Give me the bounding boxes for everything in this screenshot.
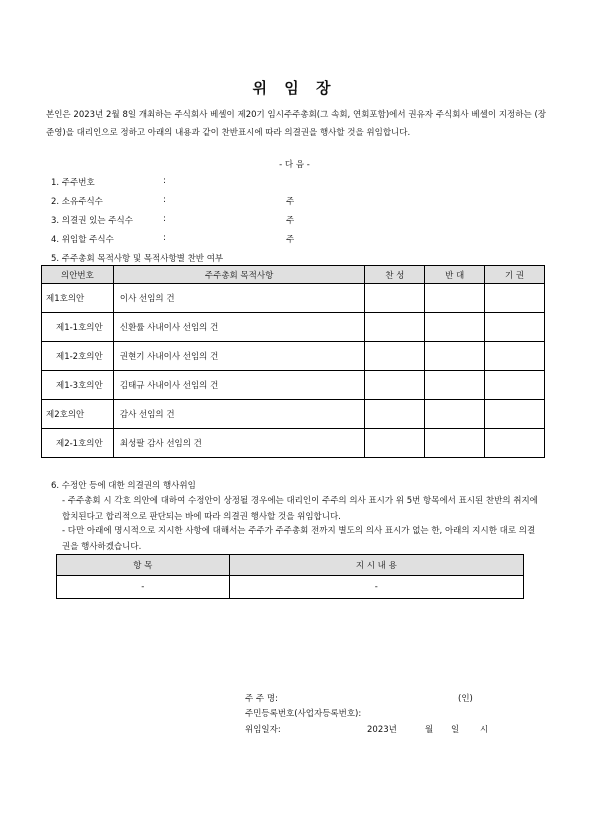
header-agenda-no: 의안번호 bbox=[42, 266, 114, 284]
table-row bbox=[42, 429, 545, 458]
shareholder-name-label: 주 주 명: bbox=[245, 694, 278, 704]
vote-against-cell[interactable] bbox=[425, 371, 485, 400]
item-unit: 주 bbox=[286, 235, 295, 245]
table-row bbox=[42, 371, 545, 400]
vote-against-cell[interactable] bbox=[425, 313, 485, 342]
date-month: 월 bbox=[425, 725, 434, 735]
intro-paragraph: 본인은 2023년 2월 8일 개최하는 주식회사 베셀이 제20기 임시주주총회(그 속회, 연회포함)에서 권유자 주식회사 베셀이 지정하는 (장준영)을 대리인으로 정하고 아래의 내용과 같이 찬반표시에 따라 의결권을 행사할 것을 위임합니다. bbox=[46, 110, 546, 138]
section5-heading: 5. 주주총회 목적사항 및 목적사항별 찬반 여부 bbox=[51, 254, 224, 264]
vote-for-cell[interactable] bbox=[365, 400, 425, 429]
vote-against-cell[interactable] bbox=[425, 429, 485, 458]
agenda-no: 제2-1호의안 bbox=[42, 429, 114, 458]
date-hour: 시 bbox=[480, 725, 489, 735]
item-unit: 주 bbox=[286, 197, 295, 207]
agenda-subject: 최성팔 감사 선임의 건 bbox=[113, 429, 364, 458]
vote-for-cell[interactable] bbox=[365, 371, 425, 400]
agenda-subject: 김태규 사내이사 선임의 건 bbox=[113, 371, 364, 400]
date-day: 일 bbox=[451, 725, 460, 735]
agenda-subject: 이사 선임의 건 bbox=[113, 284, 364, 313]
instruction-table-header bbox=[57, 555, 524, 576]
agenda-subject: 감사 선임의 건 bbox=[113, 400, 364, 429]
agenda-table bbox=[41, 265, 545, 458]
item-colon: : bbox=[163, 233, 166, 243]
bullet-amendment-delegation: - 주주총회 시 각호 의안에 대하여 수정안이 상정될 경우에는 대리인이 주주의 의사 표시가 위 5번 항목에서 표시된 찬반의 취지에 합치된다고 합리적으로 판단되는 바에 따라 의결권 행사할 것을 위임합니다. bbox=[62, 496, 538, 522]
table-row bbox=[42, 342, 545, 371]
table-row bbox=[42, 400, 545, 429]
vote-for-cell[interactable] bbox=[365, 342, 425, 371]
item-shareholder-number-label: 1. 주주번호 bbox=[51, 178, 95, 188]
vote-abstain-cell[interactable] bbox=[485, 342, 545, 371]
delegation-date-label: 위임일자: bbox=[245, 725, 281, 735]
agenda-no: 제2호의안 bbox=[42, 400, 114, 429]
section-heading-dagum: - 다 음 - bbox=[279, 160, 310, 170]
document-title: 위 임 장 bbox=[252, 79, 337, 97]
table-row bbox=[57, 576, 524, 599]
agenda-subject: 권현기 사내이사 선임의 건 bbox=[113, 342, 364, 371]
vote-abstain-cell[interactable] bbox=[485, 400, 545, 429]
agenda-subject: 신환률 사내이사 선임의 건 bbox=[113, 313, 364, 342]
item-delegated-shares-label: 4. 위임할 주식수 bbox=[51, 235, 114, 245]
item-unit: 주 bbox=[286, 216, 295, 226]
vote-abstain-cell[interactable] bbox=[485, 371, 545, 400]
header-for: 찬 성 bbox=[365, 266, 425, 284]
id-number-label: 주민등록번호(사업자등록번호): bbox=[245, 709, 362, 719]
bullet-explicit-instruction: - 다만 아래에 명시적으로 지시한 사항에 대해서는 주주가 주주총회 전까지 별도의 의사 표시가 없는 한, 아래의 지시한 대로 의결권을 행사하겠습니다. bbox=[62, 526, 536, 552]
vote-for-cell[interactable] bbox=[365, 429, 425, 458]
header-item: 항 목 bbox=[57, 555, 230, 576]
section6-heading: 6. 수정안 등에 대한 의결권의 행사위임 bbox=[51, 481, 196, 491]
vote-abstain-cell[interactable] bbox=[485, 313, 545, 342]
vote-against-cell[interactable] bbox=[425, 400, 485, 429]
item-colon: : bbox=[163, 176, 166, 186]
header-against: 반 대 bbox=[425, 266, 485, 284]
vote-for-cell[interactable] bbox=[365, 284, 425, 313]
header-instruction: 지 시 내 용 bbox=[229, 555, 523, 576]
vote-against-cell[interactable] bbox=[425, 342, 485, 371]
agenda-no: 제1-1호의안 bbox=[42, 313, 114, 342]
vote-for-cell[interactable] bbox=[365, 313, 425, 342]
table-row bbox=[42, 284, 545, 313]
agenda-no: 제1호의안 bbox=[42, 284, 114, 313]
vote-against-cell[interactable] bbox=[425, 284, 485, 313]
instruction-table bbox=[56, 554, 524, 599]
agenda-no: 제1-3호의안 bbox=[42, 371, 114, 400]
date-year: 2023년 bbox=[367, 725, 397, 735]
item-voting-shares-label: 3. 의결권 있는 주식수 bbox=[51, 216, 133, 226]
item-owned-shares-label: 2. 소유주식수 bbox=[51, 197, 103, 207]
seal-mark: (인) bbox=[458, 694, 473, 704]
instruction-item-cell[interactable]: - bbox=[57, 576, 230, 599]
item-colon: : bbox=[163, 195, 166, 205]
vote-abstain-cell[interactable] bbox=[485, 429, 545, 458]
header-subject: 주주총회 목적사항 bbox=[113, 266, 364, 284]
agenda-no: 제1-2호의안 bbox=[42, 342, 114, 371]
item-colon: : bbox=[163, 214, 166, 224]
instruction-content-cell[interactable]: - bbox=[229, 576, 523, 599]
vote-abstain-cell[interactable] bbox=[485, 284, 545, 313]
table-row bbox=[42, 313, 545, 342]
agenda-table-header bbox=[42, 266, 545, 284]
header-abstain: 기 권 bbox=[485, 266, 545, 284]
